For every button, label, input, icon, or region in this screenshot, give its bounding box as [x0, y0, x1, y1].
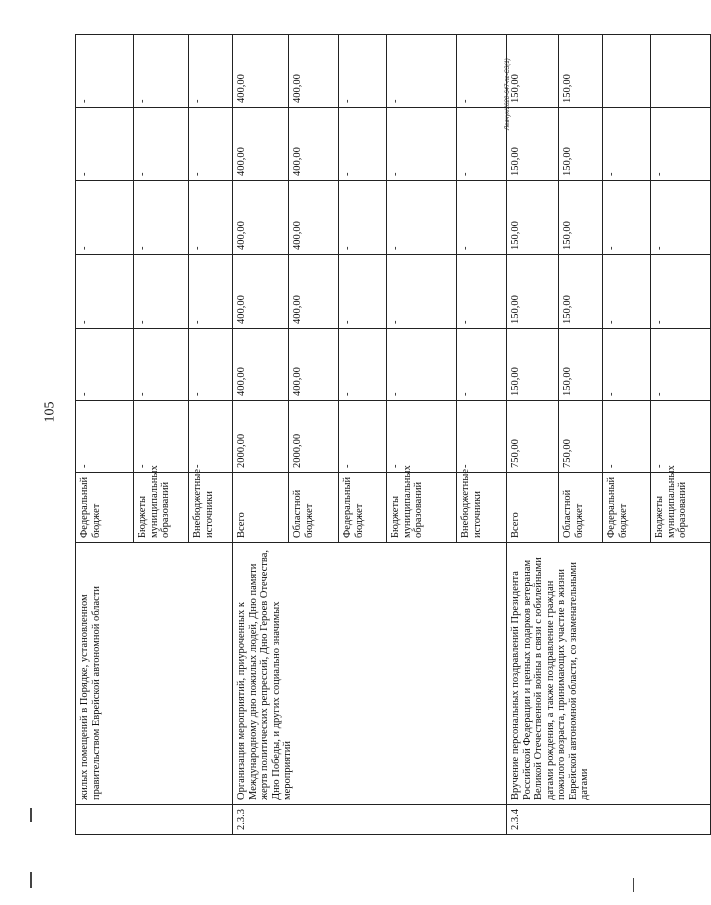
- amount-cell: 2000,00: [289, 401, 339, 473]
- amount-cell: 400,00: [233, 35, 289, 108]
- amount-cell: -: [189, 255, 233, 329]
- amount-cell: 400,00: [289, 255, 339, 329]
- amount-cell: -: [189, 329, 233, 401]
- scan-mark-left-bottom: [30, 872, 32, 888]
- funding-source-cell: Федеральный бюджет: [339, 473, 387, 543]
- amount-cell: 400,00: [289, 329, 339, 401]
- program-table: [75, 34, 711, 835]
- amount-cell: -: [189, 108, 233, 181]
- amount-cell: 400,00: [233, 181, 289, 255]
- activity-name-cell: Организация мероприятий, приуроченных к Международному дню пожилых людей, Дню памяти жертв политических репрессий, Дню Героев Отечества, Дню Победы, и других социально значимых мероприятий: [233, 543, 507, 805]
- amount-cell: -: [457, 255, 507, 329]
- amount-cell: -: [339, 181, 387, 255]
- amount-cell: -: [457, 108, 507, 181]
- amount-cell: 750,00: [507, 401, 559, 473]
- scan-mark-left-top: [30, 808, 32, 822]
- amount-cell: -: [457, 35, 507, 108]
- amount-cell: -: [603, 108, 651, 181]
- funding-source-cell: Всего: [507, 473, 559, 543]
- amount-cell: [603, 35, 651, 108]
- activity-name-cell: жилых помещений в Порядке, установленном правительством Еврейской автономной области: [76, 543, 233, 805]
- amount-cell: -: [76, 35, 134, 108]
- amount-cell: 400,00: [233, 108, 289, 181]
- amount-cell: -: [603, 181, 651, 255]
- amount-cell: -: [387, 108, 457, 181]
- amount-cell: -: [76, 108, 134, 181]
- amount-cell: 150,00: [507, 35, 559, 108]
- rotated-page: [75, 35, 688, 835]
- table-row: [76, 35, 134, 835]
- amount-cell: -: [134, 329, 189, 401]
- amount-cell: -: [134, 255, 189, 329]
- amount-cell: 400,00: [289, 181, 339, 255]
- scan-mark-right: [633, 878, 634, 892]
- amount-cell: -: [134, 181, 189, 255]
- amount-cell: -: [339, 35, 387, 108]
- amount-cell: -: [387, 35, 457, 108]
- amount-cell: 150,00: [559, 181, 603, 255]
- activity-number-cell: 2.3.4: [507, 805, 711, 835]
- funding-source-cell: Бюджеты муниципальных образований: [651, 473, 711, 543]
- amount-cell: -: [189, 401, 233, 473]
- amount-cell: 400,00: [289, 35, 339, 108]
- amount-cell: 400,00: [289, 108, 339, 181]
- amount-cell: 2000,00: [233, 401, 289, 473]
- amount-cell: 400,00: [233, 329, 289, 401]
- amount-cell: 150,00: [559, 35, 603, 108]
- page-number: 105: [42, 401, 58, 423]
- amount-cell: 150,00: [507, 255, 559, 329]
- funding-source-cell: Бюджеты муниципальных образований: [134, 473, 189, 543]
- amount-cell: -: [651, 181, 711, 255]
- amount-cell: -: [134, 35, 189, 108]
- table-row: [507, 35, 559, 835]
- amount-cell: -: [76, 329, 134, 401]
- amount-cell: -: [76, 181, 134, 255]
- amount-cell: -: [134, 401, 189, 473]
- amount-cell: 150,00: [559, 255, 603, 329]
- amount-cell: -: [76, 401, 134, 473]
- funding-source-cell: Областной бюджет: [289, 473, 339, 543]
- funding-source-cell: Внебюджетные источники: [457, 473, 507, 543]
- amount-cell: -: [76, 255, 134, 329]
- amount-cell: -: [603, 401, 651, 473]
- amount-cell: -: [457, 401, 507, 473]
- amount-cell: -: [457, 181, 507, 255]
- funding-source-cell: Всего: [233, 473, 289, 543]
- amount-cell: -: [603, 255, 651, 329]
- amount-cell: [651, 35, 711, 108]
- amount-cell: -: [387, 255, 457, 329]
- activity-name-cell: Вручение персональных поздравлений Президента Российской Федерации и ценных подарков ветеранам Великой Отечественной войны в связи с юбилейными датами рождения, а также поздравление граждан пожилого возраста, принимающих участие в жизни Еврейской автономной области, со знаменательными датами: [507, 543, 711, 805]
- amount-cell: -: [651, 329, 711, 401]
- amount-cell: 750,00: [559, 401, 603, 473]
- funding-source-cell: Федеральный бюджет: [603, 473, 651, 543]
- funding-source-cell: Федеральный бюджет: [76, 473, 134, 543]
- amount-cell: -: [339, 108, 387, 181]
- amount-cell: 150,00: [559, 108, 603, 181]
- amount-cell: -: [387, 181, 457, 255]
- activity-number-cell: 2.3.3: [233, 805, 507, 835]
- funding-source-cell: Бюджеты муниципальных образований: [387, 473, 457, 543]
- amount-cell: -: [651, 255, 711, 329]
- amount-cell: -: [457, 329, 507, 401]
- amount-cell: -: [134, 108, 189, 181]
- amount-cell: -: [387, 401, 457, 473]
- amount-cell: 150,00: [507, 108, 559, 181]
- amount-cell: -: [189, 35, 233, 108]
- amount-cell: -: [651, 108, 711, 181]
- amount-cell: -: [339, 329, 387, 401]
- amount-cell: 400,00: [233, 255, 289, 329]
- amount-cell: -: [651, 401, 711, 473]
- amount-cell: 150,00: [507, 329, 559, 401]
- funding-source-cell: Областной бюджет: [559, 473, 603, 543]
- amount-cell: -: [387, 329, 457, 401]
- amount-cell: -: [339, 255, 387, 329]
- amount-cell: -: [603, 329, 651, 401]
- amount-cell: 150,00: [507, 181, 559, 255]
- table-row: [233, 35, 289, 835]
- activity-number-cell: [76, 805, 233, 835]
- funding-source-cell: Внебюджетные источники: [189, 473, 233, 543]
- document-stamp: Левчук/2020-647-пг-СЗ(1): [505, 58, 511, 130]
- amount-cell: -: [189, 181, 233, 255]
- amount-cell: -: [339, 401, 387, 473]
- amount-cell: 150,00: [559, 329, 603, 401]
